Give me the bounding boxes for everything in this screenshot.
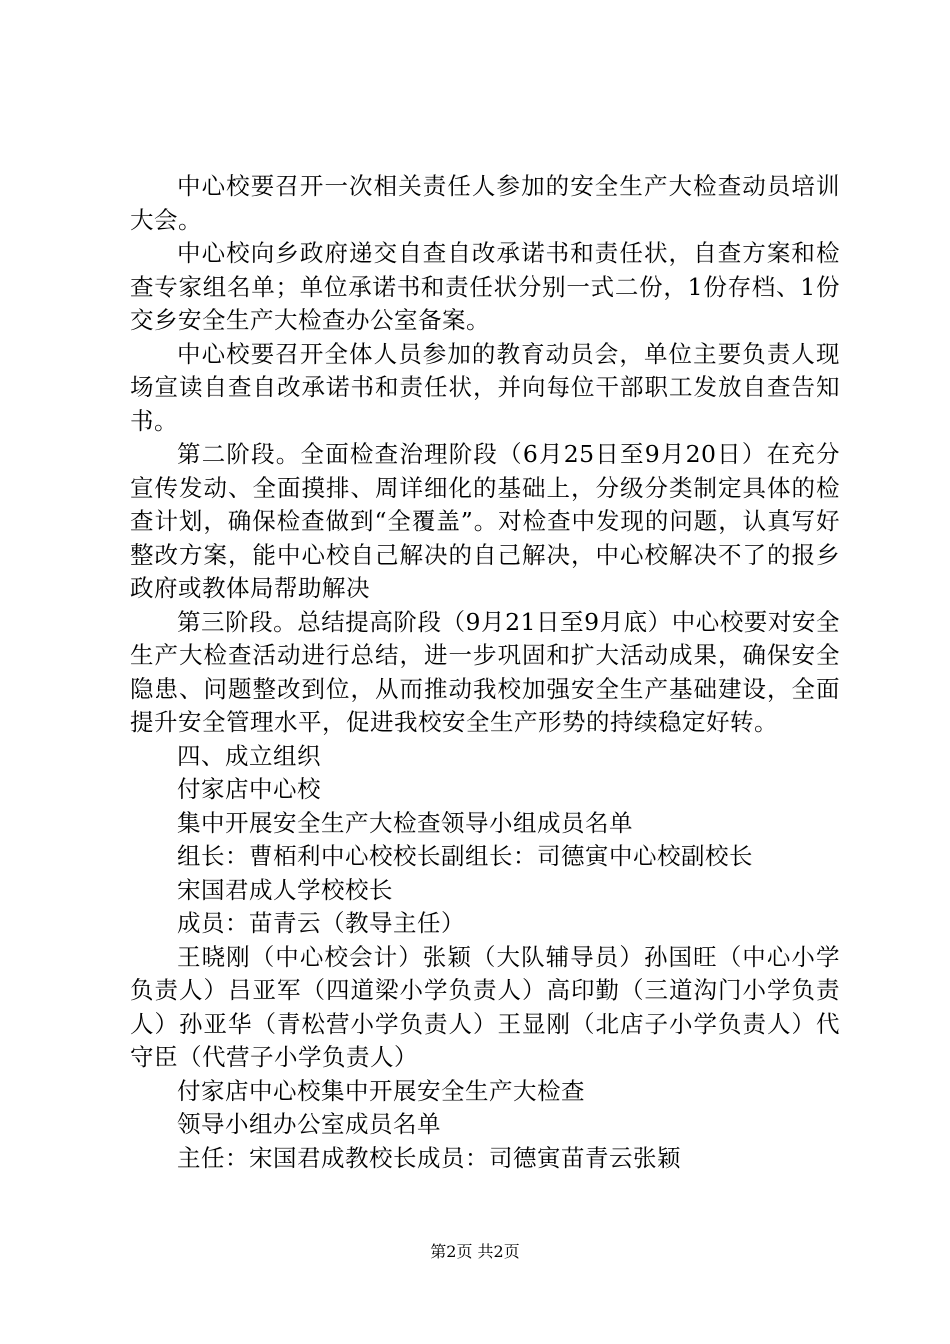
paragraph-mobilization-meeting: 中心校要召开一次相关责任人参加的安全生产大检查动员培训大会。	[130, 172, 840, 234]
paragraph-phase-three: 第三阶段。总结提高阶段（9月21日至9月底）中心校要对安全生产大检查活动进行总结，进一步巩固和扩大活动成果，确保安全隐患、问题整改到位，从而推动我校加强安全生产基础建设，全面提升安全管理水平，促进我校安全生产形势的持续稳定好转。	[130, 607, 840, 736]
office-director-line: 主任：宋国君成教校长成员：司德寅苗青云张颖	[177, 1143, 681, 1172]
section-heading-organization: 四、成立组织	[177, 741, 321, 770]
members-detail: 王晓刚（中心校会计）张颖（大队辅导员）孙国旺（中心小学负责人）吕亚军（四道梁小学负责人）高印勤（三道沟门小学负责人）孙亚华（青松营小学负责人）王显刚（北店子小学负责人）代守臣（代营子小学负责人）	[130, 942, 840, 1071]
deputy-leader-line: 宋国君成人学校校长	[177, 875, 393, 904]
school-name: 付家店中心校	[177, 775, 321, 803]
paragraph-commitment-submission: 中心校向乡政府递交自查自改承诺书和责任状，自查方案和检查专家组名单；单位承诺书和责任状分别一式二份，1份存档、1份交乡安全生产大检查办公室备案。	[130, 239, 840, 334]
office-list-title: 付家店中心校集中开展安全生产大检查	[177, 1076, 585, 1105]
page-footer: 第2页 共2页	[430, 1242, 520, 1261]
office-list-subtitle: 领导小组办公室成员名单	[177, 1110, 441, 1138]
document-body	[130, 170, 840, 1175]
paragraph-phase-two: 第二阶段。全面检查治理阶段（6月25日至9月20日）在充分宣传发动、全面摸排、周详细化的基础上，分级分类制定具体的检查计划，确保检查做到“全覆盖”。对检查中发现的问题，认真写好整改方案，能中心校自己解决的自己解决，中心校解决不了的报乡政府或教体局帮助解决	[130, 440, 840, 602]
leader-line: 组长：曹栢利中心校校长副组长：司德寅中心校副校长	[177, 842, 753, 870]
members-line: 成员：苗青云（教导主任）	[177, 909, 465, 937]
leadership-list-title: 集中开展安全生产大检查领导小组成员名单	[177, 808, 633, 837]
paragraph-staff-mobilization: 中心校要召开全体人员参加的教育动员会，单位主要负责人现场宣读自查自改承诺书和责任状，并向每位干部职工发放自查告知书。	[130, 339, 840, 435]
